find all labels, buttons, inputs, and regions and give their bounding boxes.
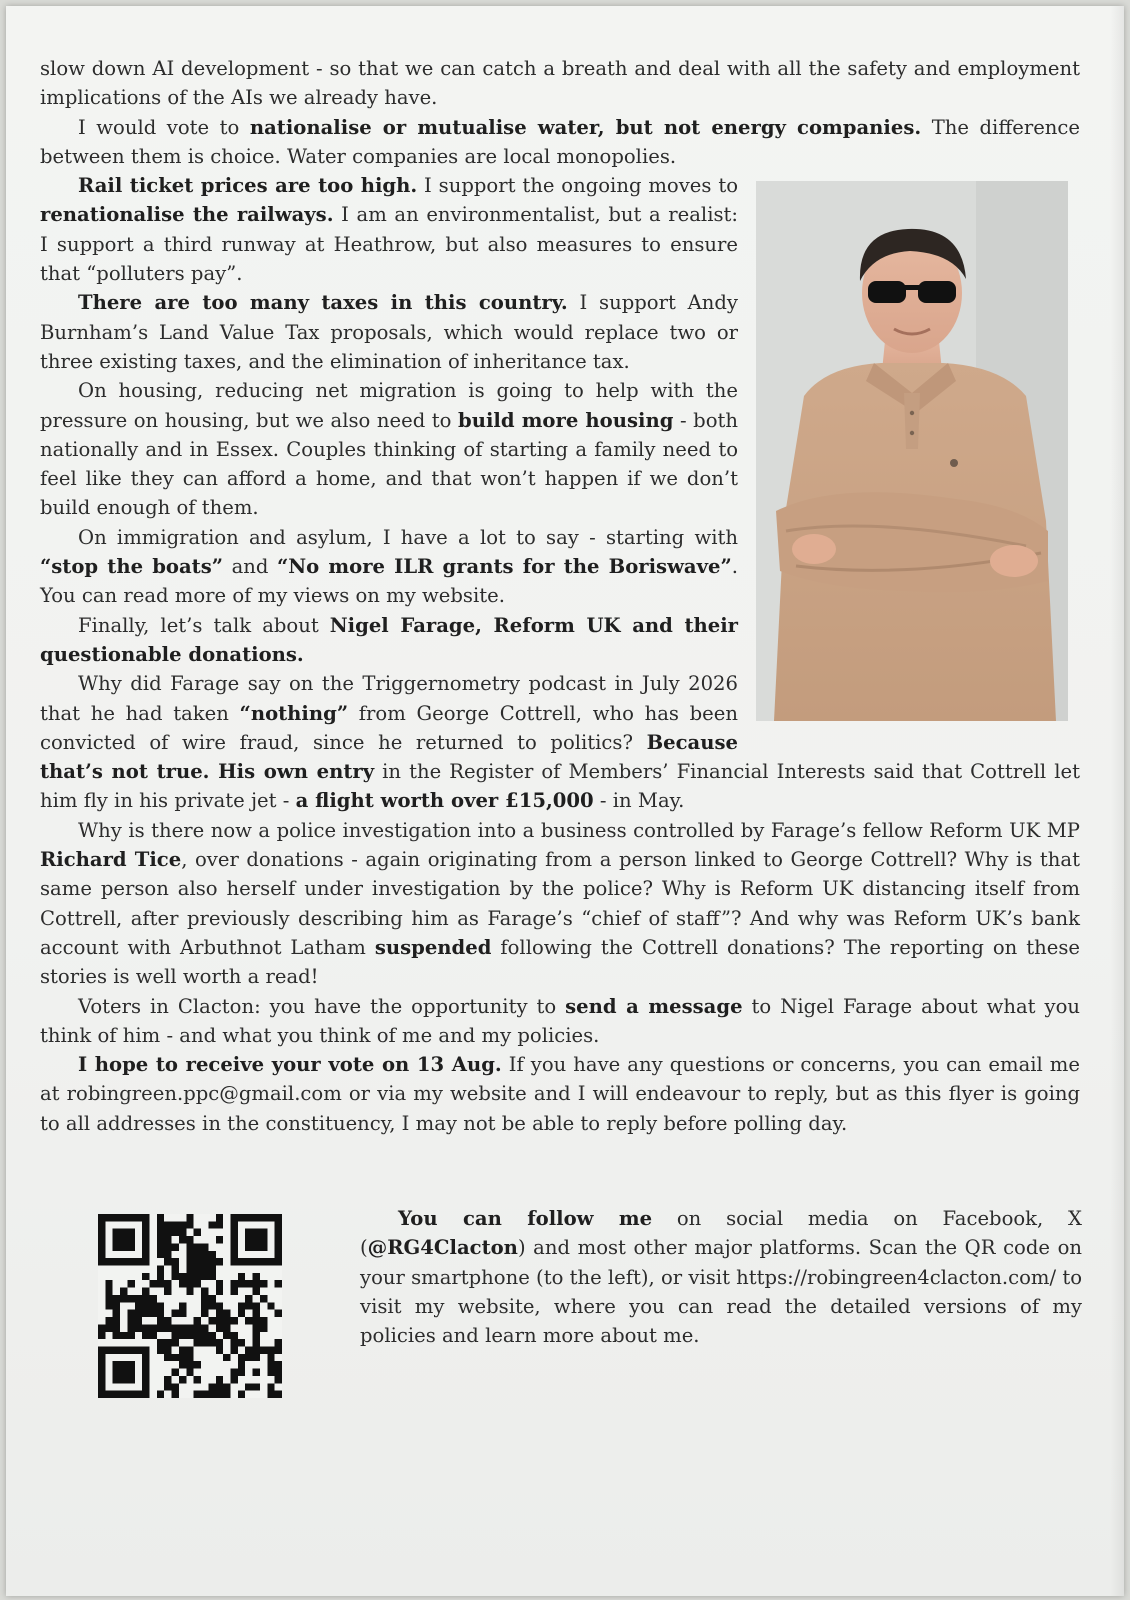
page-fold-shadow [1110, 6, 1124, 1596]
website-qr-code[interactable] [98, 1214, 282, 1398]
paragraph-vote-request: I hope to receive your vote on 13 Aug. If you have any questions or concerns, you can email me at robingreen.ppc@gmail.com or via my website and I will endeavour to reply, but as this flyer is going to all addresses in the constituency, I may not be able to reply before polling day. [40, 1053, 1080, 1135]
flyer-body-text [40, 54, 1080, 1138]
paragraph-investigation: Why is there now a police investigation into a business controlled by Farage’s fellow Reform UK MP Richard Tice, over donations - again originating from a person linked to George Cottrell? Why is that same person also herself under investigation by the police? Why is Reform UK distancing itself from Cottrell, after previously describing him as Farage’s “chief of staff”? And why was Reform UK’s bank account with Arbuthnot Latham suspended following the Cottrell donations? The reporting on these stories is well worth a read! [40, 818, 1080, 989]
flyer-page [6, 6, 1124, 1596]
paragraph-rail: Rail ticket prices are too high. I support the ongoing moves to renationalise the railways. I am an environmentalist, but a realist: I support a third runway at Heathrow, but also measures to ensure that “polluters pay”. [40, 174, 738, 286]
paragraph-voters: Voters in Clacton: you have the opportunity to send a message to Nigel Farage about what you think of him - and what you think of me and my policies. [40, 994, 1081, 1047]
paragraph-taxes: There are too many taxes in this country. I support Andy Burnham’s Land Value Tax proposals, which would replace two or three existing taxes, and the elimination of inheritance tax. [40, 291, 738, 373]
paragraph-farage-intro: Finally, let’s talk about Nigel Farage, Reform UK and their questionable donations. [40, 613, 738, 666]
paragraph-cottrell: Why did Farage say on the Triggernometry podcast in July 2026 that he had taken “nothing” from George Cottrell, who has been convicted of wire fraud, since he returned to politics? Because that’s not true. His own entry in the Register of Members’ Financial Interests said that Cottrell let him fly in his private jet - a flight worth over £15,000 - in May. [40, 672, 1080, 813]
social-follow-text: You can follow me on social media on Facebook, X (@RG4Clacton) and most other major platforms. Scan the QR code on your smartphone (to the left), or visit https://robingreen4clacton.com/ to visit my website, where you can read the detailed versions of my policies and learn more about me. [360, 1207, 1082, 1348]
paragraph-immigration: On immigration and asylum, I have a lot to say - starting with “stop the boats” and “No more ILR grants for the Boriswave”. You can read more of my views on my website. [40, 525, 738, 608]
candidate-portrait-illustration [756, 181, 1068, 721]
paragraph-housing: On housing, reducing net migration is going to help with the pressure on housing, but we also need to build more housing - both nationally and in Essex. Couples thinking of starting a family need to feel like they can afford a home, and that won’t happen if we don’t build enough of them. [40, 379, 738, 520]
flyer-footer [40, 1204, 1080, 1424]
candidate-photo [756, 181, 1068, 721]
paragraph-water: I would vote to nationalise or mutualise water, but not energy companies. The difference between them is choice. Water companies are local monopolies. [40, 115, 1080, 168]
paragraph-ai: slow down AI development - so that we can catch a breath and deal with all the safety and employment implications of the AIs we already have. [40, 57, 1080, 110]
